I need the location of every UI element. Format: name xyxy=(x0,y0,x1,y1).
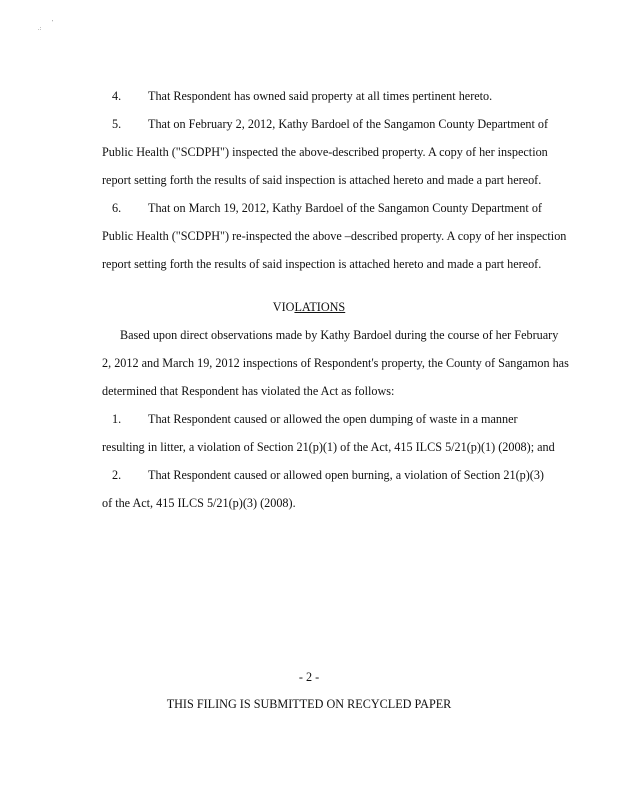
violation-number: 1. xyxy=(112,412,122,426)
paragraph-line: That on February 2, 2012, Kathy Bardoel of the Sangamon County Department of xyxy=(148,117,549,131)
violation-line: That Respondent caused or allowed the open dumping of waste in a manner xyxy=(148,412,518,426)
scan-mark: ' xyxy=(52,20,54,26)
page-number: - 2 - xyxy=(298,670,320,684)
paragraph-line: Based upon direct observations made by Kathy Bardoel during the course of her February xyxy=(120,328,559,342)
paragraph-line: That on March 19, 2012, Kathy Bardoel of the Sangamon County Department of xyxy=(148,201,542,215)
paragraph-number: 4. xyxy=(112,89,122,103)
violation-line: of the Act, 415 ILCS 5/21(p)(3) (2008). xyxy=(102,496,296,510)
paragraph-number: 5. xyxy=(112,117,122,131)
paragraph-line: Public Health ("SCDPH") inspected the above-described property. A copy of her inspection xyxy=(102,145,548,159)
paragraph-number: 6. xyxy=(112,201,122,215)
paragraph-line: report setting forth the results of said inspection is attached hereto and made a part hereof. xyxy=(102,173,542,187)
heading-text: VIO xyxy=(272,300,295,314)
footer-notice: THIS FILING IS SUBMITTED ON RECYCLED PAPER xyxy=(166,697,452,711)
paragraph-line: determined that Respondent has violated the Act as follows: xyxy=(102,384,395,398)
scan-mark: .: xyxy=(38,26,42,32)
paragraph-line: Public Health ("SCDPH") re-inspected the above –described property. A copy of her inspection xyxy=(102,229,567,243)
violation-line: resulting in litter, a violation of Section 21(p)(1) of the Act, 415 ILCS 5/21(p)(1) (2008); and xyxy=(102,440,555,454)
violations-heading xyxy=(0,300,618,314)
heading-text-underlined: LATIONS xyxy=(294,300,346,314)
violation-number: 2. xyxy=(112,468,122,482)
paragraph-line: report setting forth the results of said inspection is attached hereto and made a part hereof. xyxy=(102,257,542,271)
paragraph-line: 2, 2012 and March 19, 2012 inspections of Respondent's property, the County of Sangamon has xyxy=(102,356,569,370)
paragraph-line: That Respondent has owned said property at all times pertinent hereto. xyxy=(148,89,493,103)
violation-line: That Respondent caused or allowed open burning, a violation of Section 21(p)(3) xyxy=(148,468,544,482)
